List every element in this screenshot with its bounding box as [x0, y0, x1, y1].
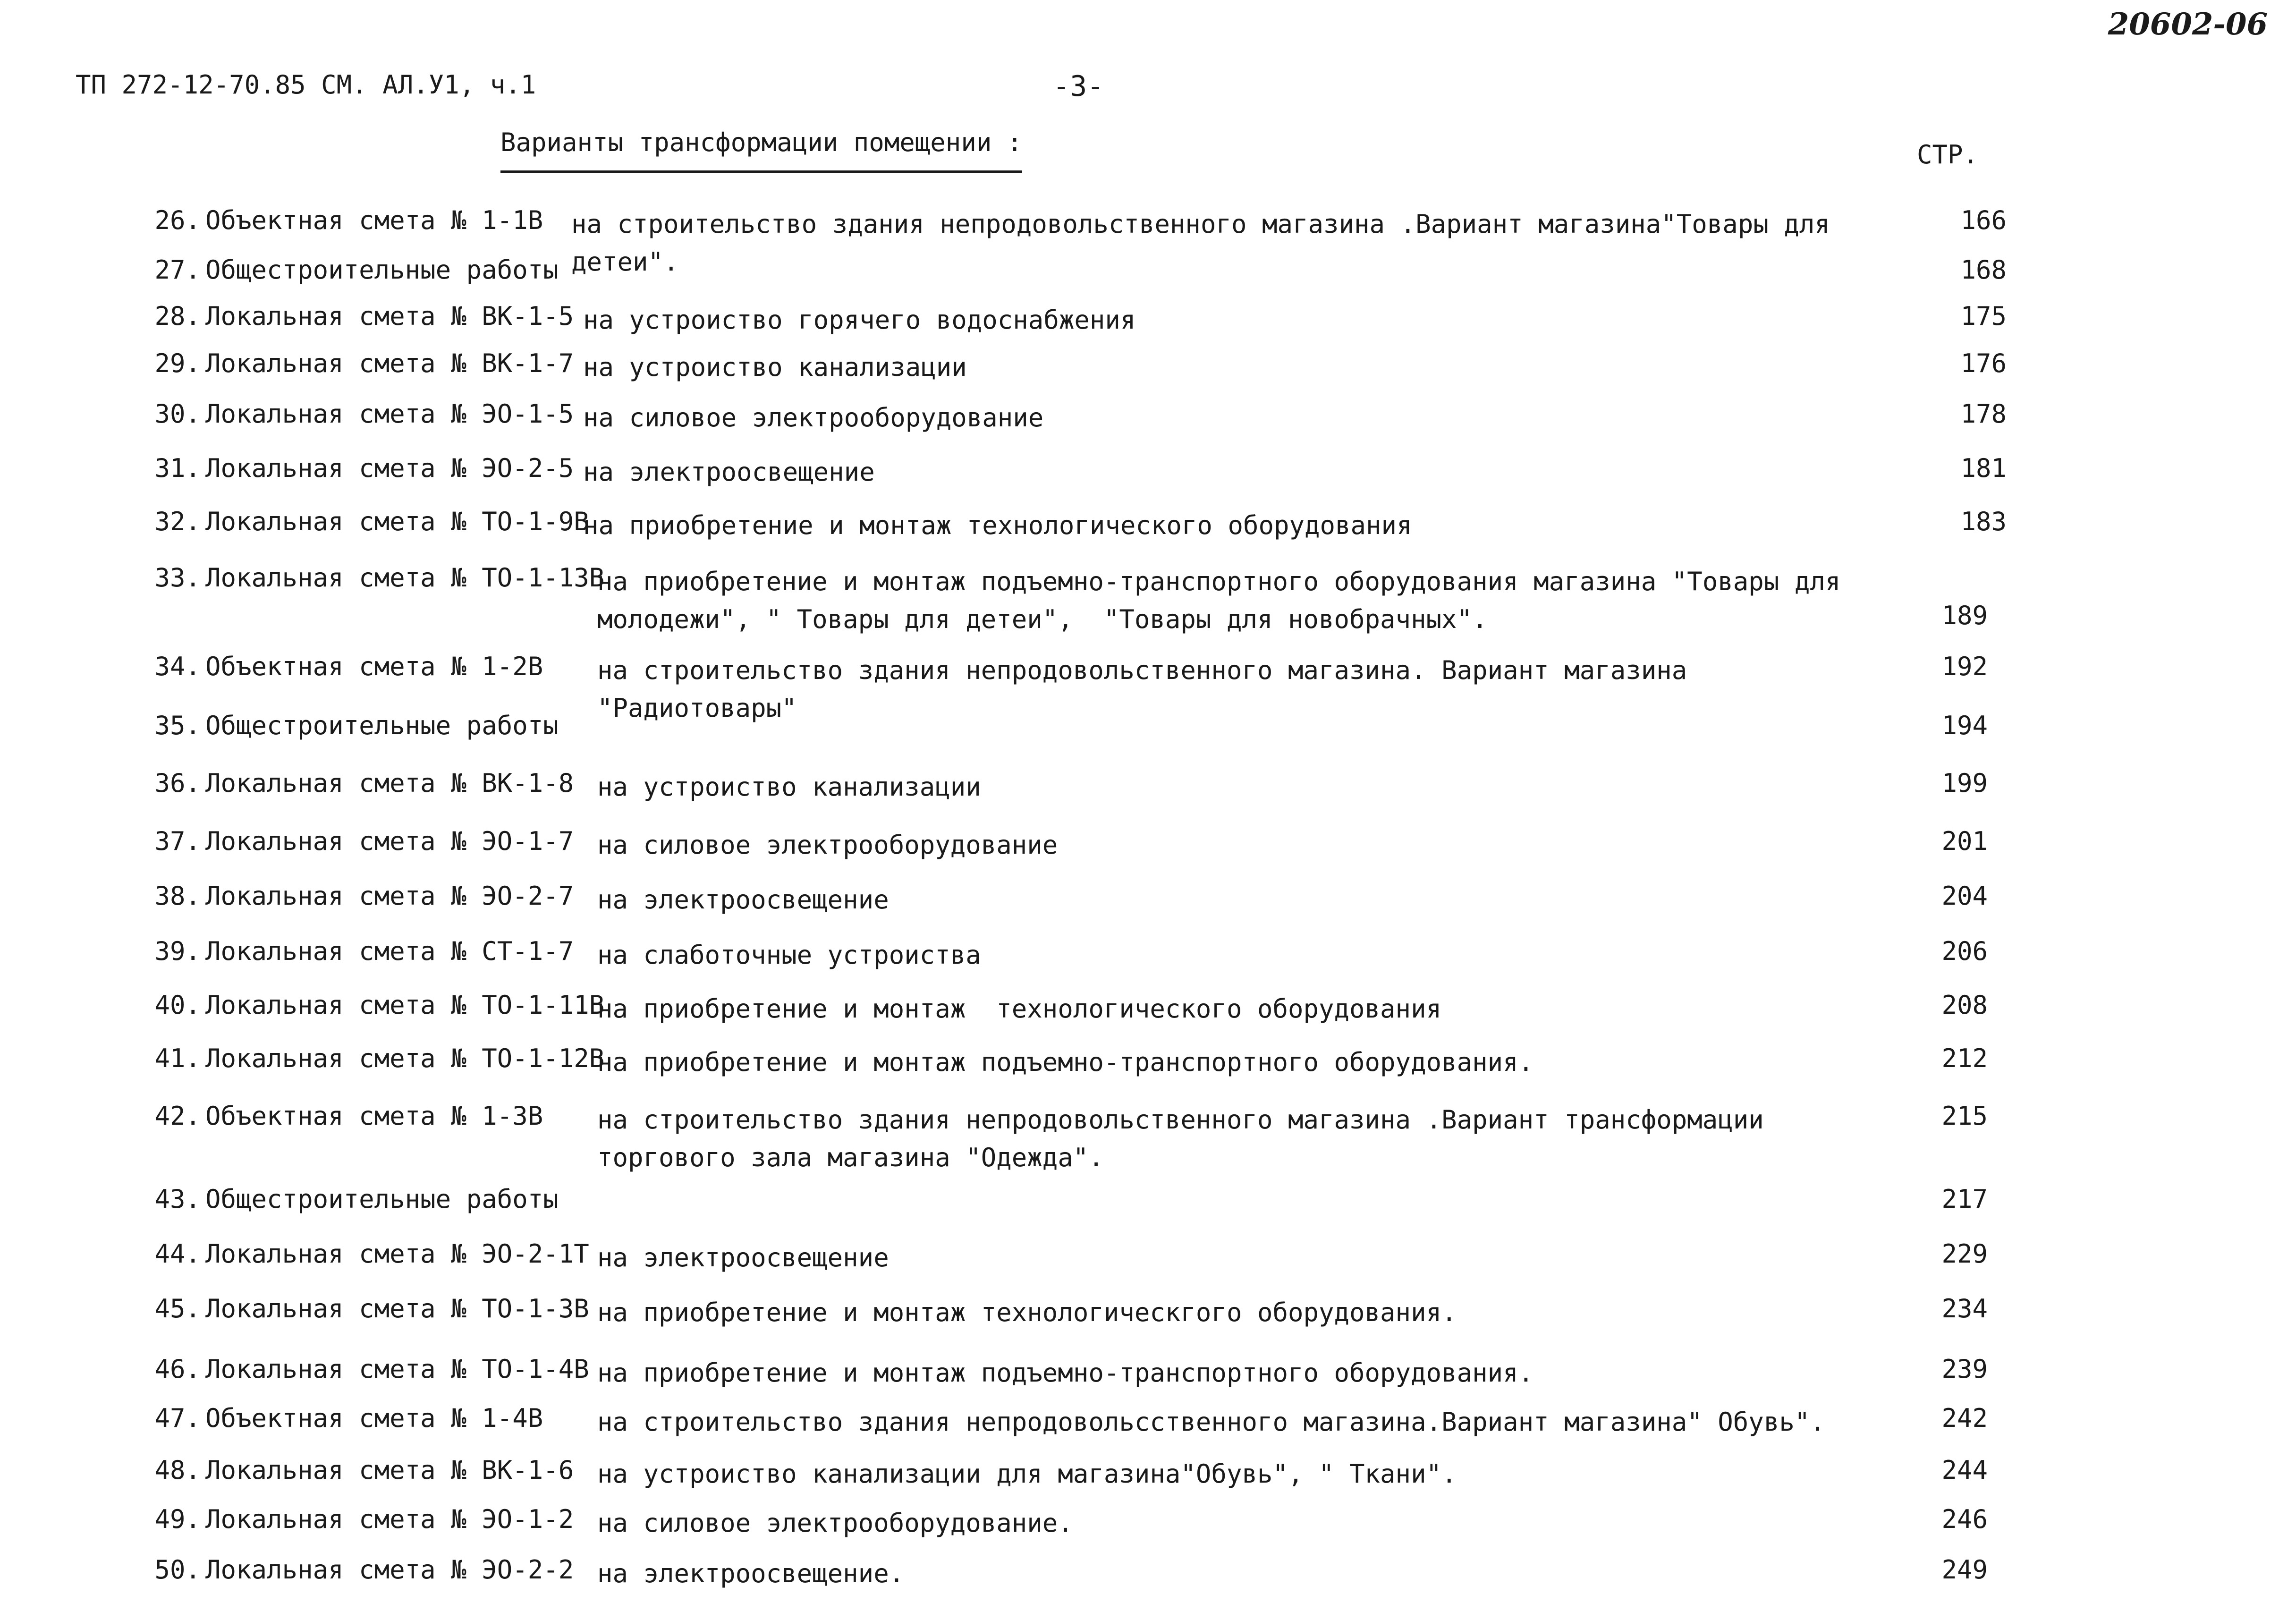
- entry-description: на силовое электрооборудование: [583, 403, 1044, 433]
- entry-page-number: 194: [1941, 711, 1988, 740]
- entry-page-number: 201: [1941, 826, 1988, 856]
- entry-description: на приобретение и монтаж технологического оборудования: [583, 510, 1412, 540]
- entry-page-number: 178: [1960, 399, 2007, 429]
- entry-description: на приобретение и монтаж технологического оборудования: [597, 994, 1442, 1024]
- entry-estimate-type: Общестроительные работы: [205, 1184, 559, 1214]
- entry-description: на строительство здания непродовольственного магазина. Вариант магазина "Радиотовары": [597, 655, 1703, 723]
- entry-page-number: 212: [1941, 1043, 1988, 1073]
- section-title: Варианты трансформации помещении :: [500, 127, 1022, 173]
- entry-page-number: 249: [1941, 1555, 1988, 1585]
- entry-page-number: 175: [1960, 301, 2007, 331]
- entry-estimate-type: Локальная смета № ЭО-1-5: [205, 399, 574, 429]
- entry-number: 38.: [154, 881, 201, 911]
- entry-description: на силовое электрооборудование: [597, 830, 1058, 860]
- entry-estimate-type: Локальная смета № ЭО-2-5: [205, 453, 574, 483]
- entry-description: на строительство здания непродовольсственного магазина.Вариант магазина" Обувь".: [597, 1407, 1825, 1437]
- entry-page-number: 229: [1941, 1239, 1988, 1269]
- entry-page-number: 234: [1941, 1294, 1988, 1323]
- entry-number: 26.: [154, 205, 201, 235]
- entry-description: на силовое электрооборудование.: [597, 1508, 1073, 1538]
- entry-estimate-type: Локальная смета № ВК-1-6: [205, 1455, 574, 1485]
- document-code: ТП 272-12-70.85 СМ. АЛ.У1, ч.1: [76, 70, 536, 100]
- entry-estimate-type: Локальная смета № ЭО-1-2: [205, 1504, 574, 1534]
- entry-estimate-type: Локальная смета № ЭО-2-2: [205, 1555, 574, 1585]
- entry-estimate-type: Общестроительные работы: [205, 711, 559, 740]
- entry-page-number: 242: [1941, 1403, 1988, 1433]
- entry-estimate-type: Локальная смета № ТО-1-11В: [205, 990, 605, 1020]
- entry-page-number: 208: [1941, 990, 1988, 1020]
- entry-number: 39.: [154, 936, 201, 966]
- entry-page-number: 217: [1941, 1184, 1988, 1214]
- entry-description: на устроиство канализации: [597, 772, 981, 802]
- entry-estimate-type: Объектная смета № 1-1В: [205, 205, 543, 235]
- entry-number: 28.: [154, 301, 201, 331]
- entry-page-number: 176: [1960, 348, 2007, 378]
- entry-number: 44.: [154, 1239, 201, 1269]
- entry-page-number: 239: [1941, 1354, 1988, 1384]
- entry-page-number: 192: [1941, 652, 1988, 681]
- entry-number: 45.: [154, 1294, 201, 1323]
- entry-estimate-type: Локальная смета № СТ-1-7: [205, 936, 574, 966]
- entry-number: 35.: [154, 711, 201, 740]
- entry-number: 49.: [154, 1504, 201, 1534]
- entry-number: 27.: [154, 255, 201, 285]
- entry-estimate-type: Локальная смета № ЭО-2-7: [205, 881, 574, 911]
- entry-number: 47.: [154, 1403, 201, 1433]
- entry-description: на слаботочные устроиства: [597, 940, 981, 970]
- entry-description: на электроосвещение: [597, 885, 889, 915]
- entry-number: 30.: [154, 399, 201, 429]
- entry-estimate-type: Объектная смета № 1-4В: [205, 1403, 543, 1433]
- entry-page-number: 206: [1941, 936, 1988, 966]
- entry-estimate-type: Локальная смета № ЭО-2-1Т: [205, 1239, 589, 1269]
- entry-page-number: 189: [1941, 601, 1988, 630]
- entry-page-number: 183: [1960, 507, 2007, 536]
- entry-number: 48.: [154, 1455, 201, 1485]
- entry-estimate-type: Локальная смета № ТО-1-9В: [205, 507, 589, 536]
- entry-number: 32.: [154, 507, 201, 536]
- entry-estimate-type: Локальная смета № ВК-1-7: [205, 348, 574, 378]
- entry-description: на электроосвещение: [583, 457, 875, 487]
- entry-estimate-type: Локальная смета № ЭО-1-7: [205, 826, 574, 856]
- entry-description: на устроиство горячего водоснабжения: [583, 305, 1136, 335]
- entry-number: 29.: [154, 348, 201, 378]
- entry-description: на приобретение и монтаж технологическгого оборудования.: [597, 1298, 1457, 1327]
- entry-number: 41.: [154, 1043, 201, 1073]
- entry-number: 40.: [154, 990, 201, 1020]
- entry-number: 33.: [154, 563, 201, 593]
- entry-estimate-type: Общестроительные работы: [205, 255, 559, 285]
- entry-number: 46.: [154, 1354, 201, 1384]
- entry-number: 31.: [154, 453, 201, 483]
- page-column-header: СТР.: [1917, 140, 1979, 170]
- entry-number: 43.: [154, 1184, 201, 1214]
- archive-number-stamp: 20602-06: [2108, 7, 2268, 42]
- entry-estimate-type: Объектная смета № 1-2В: [205, 652, 543, 681]
- entry-page-number: 204: [1941, 881, 1988, 911]
- entry-description: на приобретение и монтаж подъемно-транспортного оборудования.: [597, 1358, 1534, 1388]
- entry-estimate-type: Локальная смета № ТО-1-13В: [205, 563, 605, 593]
- entry-estimate-type: Локальная смета № ВК-1-5: [205, 301, 574, 331]
- entry-number: 50.: [154, 1555, 201, 1585]
- entry-number: 36.: [154, 768, 201, 798]
- entry-page-number: 168: [1960, 255, 2007, 285]
- entry-number: 34.: [154, 652, 201, 681]
- entry-description: на устроиство канализации: [583, 352, 967, 382]
- entry-page-number: 181: [1960, 453, 2007, 483]
- entry-description: на строительство здания непродовольственного магазина .Вариант магазина"Товары для детеи".: [571, 209, 1846, 277]
- entry-estimate-type: Локальная смета № ТО-1-4В: [205, 1354, 589, 1384]
- entry-number: 42.: [154, 1101, 201, 1131]
- entry-number: 37.: [154, 826, 201, 856]
- entry-estimate-type: Локальная смета № ТО-1-12В: [205, 1043, 605, 1073]
- entry-description: на приобретение и монтаж подъемно-транспортного оборудования магазина "Товары для молодежи", " Товары для детеи", "Товары для новобрачных".: [597, 567, 1856, 634]
- entry-page-number: 244: [1941, 1455, 1988, 1485]
- page-number: -3-: [1053, 70, 1104, 103]
- entry-description: на строительство здания непродовольственного магазина .Вариант трансформации торгового зала магазина "Одежда".: [597, 1105, 1779, 1172]
- entry-estimate-type: Объектная смета № 1-3В: [205, 1101, 543, 1131]
- entry-estimate-type: Локальная смета № ТО-1-3В: [205, 1294, 589, 1323]
- entry-page-number: 166: [1960, 205, 2007, 235]
- entry-page-number: 215: [1941, 1101, 1988, 1131]
- entry-description: на приобретение и монтаж подъемно-транспортного оборудования.: [597, 1047, 1534, 1077]
- entry-page-number: 199: [1941, 768, 1988, 798]
- entry-page-number: 246: [1941, 1504, 1988, 1534]
- entry-description: на электроосвещение: [597, 1243, 889, 1272]
- entry-description: на электроосвещение.: [597, 1559, 905, 1588]
- entry-description: на устроиство канализации для магазина"Обувь", " Ткани".: [597, 1459, 1457, 1489]
- entry-estimate-type: Локальная смета № ВК-1-8: [205, 768, 574, 798]
